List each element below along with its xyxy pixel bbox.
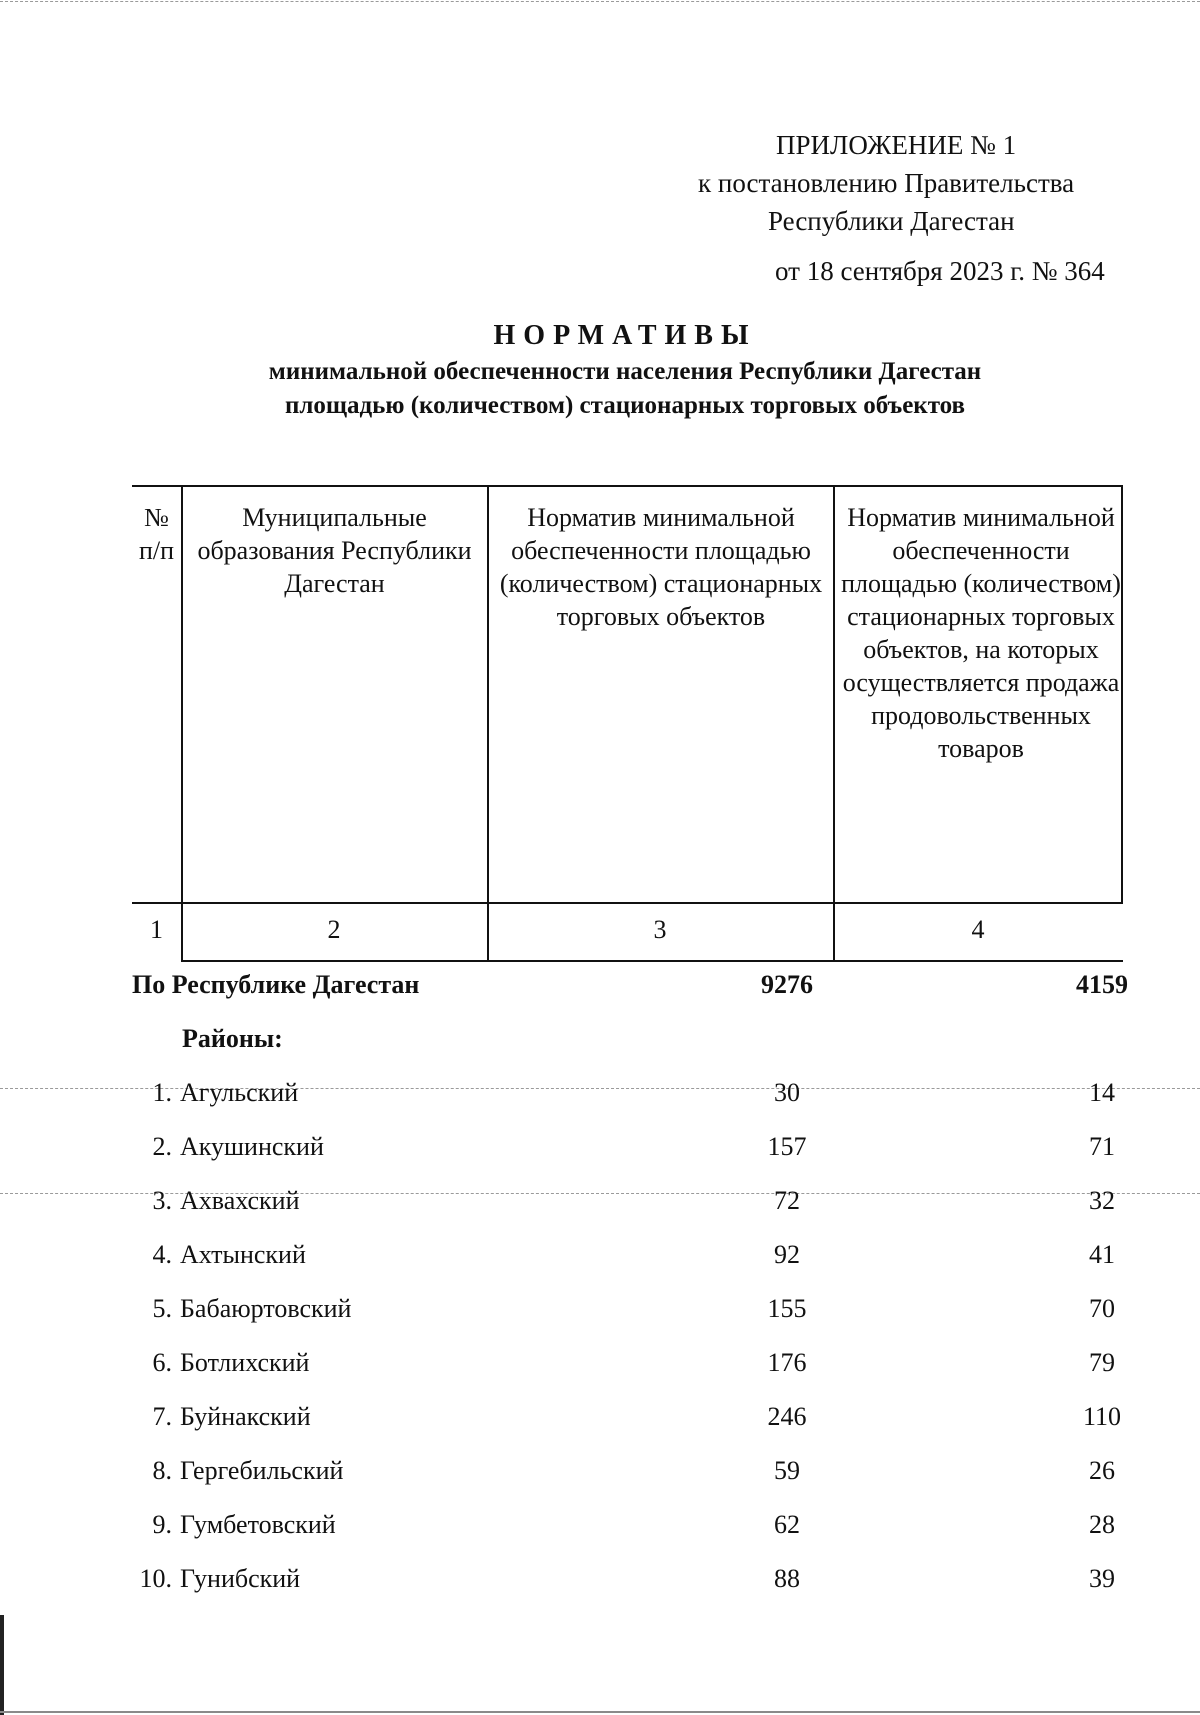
row-number: 6.	[152, 1348, 172, 1377]
district-name: Ахвахский	[180, 1186, 300, 1215]
scan-edge-mark	[0, 1615, 4, 1715]
table-row	[132, 1348, 1123, 1402]
food-norm-value: 28	[1089, 1510, 1115, 1539]
district-name: Ахтынский	[180, 1240, 306, 1269]
table-divider	[181, 487, 183, 962]
row-number: 2.	[152, 1132, 172, 1161]
food-norm-value: 41	[1089, 1240, 1115, 1269]
table-row	[132, 1510, 1123, 1564]
table-row	[132, 1240, 1123, 1294]
table-row	[132, 1402, 1123, 1456]
row-number: 10.	[139, 1564, 172, 1593]
row-number: 3.	[152, 1186, 172, 1215]
food-norm-value: 26	[1089, 1456, 1115, 1485]
col-number-1: 1	[150, 915, 163, 944]
appendix-date: от 18 сентября 2023 г. № 364	[775, 256, 1105, 286]
header-col-municipality: Муниципальные образования Республики Дагестан	[197, 503, 472, 598]
food-norm-value: 71	[1089, 1132, 1115, 1161]
row-number: 7.	[152, 1402, 172, 1431]
appendix-republic: Республики Дагестан	[768, 206, 1015, 236]
section-label-districts: Районы:	[182, 1024, 283, 1053]
col-number-4: 4	[971, 915, 985, 944]
row-number: 1.	[152, 1078, 172, 1107]
title-main: НОРМАТИВЫ	[493, 320, 757, 351]
document-title	[130, 318, 1120, 422]
row-number: 8.	[152, 1456, 172, 1485]
table-row	[132, 1564, 1123, 1618]
norm-value: 157	[767, 1132, 807, 1161]
title-subtitle-2: площадью (количеством) стационарных торговых объектов	[284, 392, 966, 419]
table-divider	[833, 487, 835, 962]
norm-value: 62	[774, 1510, 800, 1539]
table-row	[132, 1456, 1123, 1510]
district-name: Акушинский	[180, 1132, 324, 1161]
col-number-2: 2	[327, 915, 341, 944]
total-row	[132, 970, 1128, 1006]
scan-artifact-top	[0, 1, 1200, 2]
district-name: Буйнакский	[180, 1402, 311, 1431]
total-label: По Республике Дагестан	[132, 970, 420, 999]
table-divider	[487, 487, 489, 962]
scan-bottom-edge	[0, 1711, 1200, 1713]
title-subtitle-1: минимальной обеспеченности населения Республики Дагестан	[268, 358, 982, 385]
table-header	[132, 485, 1123, 962]
food-norm-value: 32	[1089, 1186, 1115, 1215]
table-divider	[132, 902, 1123, 904]
row-number: 5.	[152, 1294, 172, 1323]
appendix-header	[650, 126, 1110, 290]
header-col-norm-total: Норматив минимальной обеспеченности площадью (количеством) стационарных торговых объектов	[499, 503, 823, 631]
food-norm-value: 79	[1089, 1348, 1115, 1377]
district-name: Гумбетовский	[180, 1510, 336, 1539]
norm-value: 30	[774, 1078, 800, 1107]
district-name: Агульский	[180, 1078, 299, 1107]
food-norm-value: 14	[1089, 1078, 1115, 1107]
food-norm-value: 70	[1089, 1294, 1115, 1323]
header-col-norm-food: Норматив минимальной обеспеченности площадью (количеством) стационарных торговых объектов, на которых осуществляется продажа продовольственных товаров	[841, 503, 1121, 763]
col-number-3: 3	[653, 915, 667, 944]
appendix-number: ПРИЛОЖЕНИЕ № 1	[776, 130, 1017, 160]
table-divider	[181, 960, 1123, 962]
norm-value: 155	[767, 1294, 807, 1323]
district-name: Бабаюртовский	[180, 1294, 352, 1323]
district-name: Ботлихский	[180, 1348, 310, 1377]
table-row	[132, 1078, 1123, 1132]
district-name: Гергебильский	[180, 1456, 344, 1485]
food-norm-value: 39	[1089, 1564, 1115, 1593]
row-number: 4.	[152, 1240, 172, 1269]
norm-value: 59	[774, 1456, 800, 1485]
table-row	[132, 1186, 1123, 1240]
norm-value: 88	[774, 1564, 800, 1593]
norm-value: 246	[767, 1402, 807, 1431]
norm-value: 72	[774, 1186, 800, 1215]
header-col-number: № п/п	[138, 503, 175, 565]
food-norm-value: 110	[1082, 1402, 1122, 1431]
total-value-food: 4159	[1076, 970, 1128, 999]
table-row	[132, 1294, 1123, 1348]
norm-value: 176	[767, 1348, 807, 1377]
appendix-decree: к постановлению Правительства	[698, 168, 1075, 198]
table-row	[132, 1132, 1123, 1186]
total-value-norm: 9276	[761, 970, 813, 999]
norm-value: 92	[774, 1240, 800, 1269]
row-number: 9.	[152, 1510, 172, 1539]
district-name: Гунибский	[180, 1564, 301, 1593]
district-rows	[132, 1078, 1123, 1618]
